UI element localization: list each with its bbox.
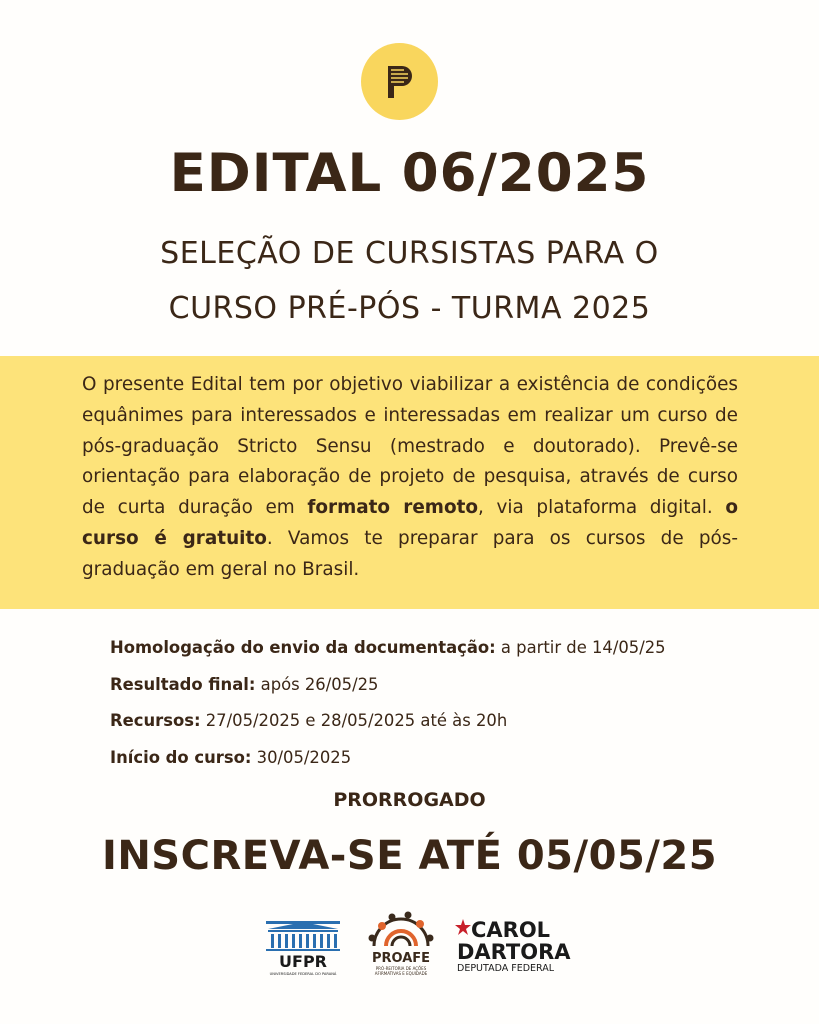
description-band — [0, 356, 819, 609]
svg-text:CAROL: CAROL — [471, 918, 551, 942]
svg-text:PRÓ-REITORIA DE AÇÕES: PRÓ-REITORIA DE AÇÕES — [375, 966, 427, 971]
schedule-item-homologacao: Homologação do envio da documentação: a partir de 14/05/25 — [110, 638, 666, 657]
svg-text:DARTORA: DARTORA — [457, 940, 571, 964]
p-stripes-logo-icon — [361, 43, 438, 120]
subtitle-line-1: SELEÇÃO DE CURSISTAS PARA O — [160, 236, 659, 271]
carol-dartora-logo — [455, 915, 571, 977]
ufpr-logo — [258, 917, 348, 977]
extended-notice: PRORROGADO — [333, 789, 486, 811]
svg-text:UNIVERSIDADE FEDERAL DO PARANÁ: UNIVERSIDADE FEDERAL DO PARANÁ — [269, 972, 337, 976]
schedule-item-recursos: Recursos: 27/05/2025 e 28/05/2025 até às 20h — [110, 711, 508, 730]
description-text: O presente Edital tem por objetivo viabilizar a existência de condições equânimes para interessados e interessadas em realizar um curso de pós-graduação Stricto Sensu (mestrado e doutorado). Prevê-se orientação para elaboração de projeto de pesquisa, através de curso de curta duração em formato remoto, via plataforma digital. o curso é gratuito. Vamos te preparar para os cursos de pós-graduação em geral no Brasil. — [82, 374, 739, 580]
registration-deadline: INSCREVA-SE ATÉ 05/05/25 — [101, 833, 718, 879]
svg-text:DEPUTADA FEDERAL: DEPUTADA FEDERAL — [457, 963, 555, 974]
schedule-item-inicio: Início do curso: 30/05/2025 — [110, 747, 352, 767]
page-title: EDITAL 06/2025 — [169, 143, 650, 204]
svg-text:AFIRMATIVAS E EQUIDADE: AFIRMATIVAS E EQUIDADE — [374, 971, 428, 976]
star-icon — [455, 919, 471, 935]
schedule-list — [110, 630, 666, 776]
proafe-logo — [362, 906, 440, 984]
subtitle-line-2: CURSO PRÉ-PÓS - TURMA 2025 — [168, 291, 651, 326]
svg-text:PROAFE: PROAFE — [371, 951, 431, 966]
schedule-item-resultado: Resultado final: após 26/05/25 — [110, 674, 379, 694]
svg-text:UFPR: UFPR — [279, 952, 327, 971]
